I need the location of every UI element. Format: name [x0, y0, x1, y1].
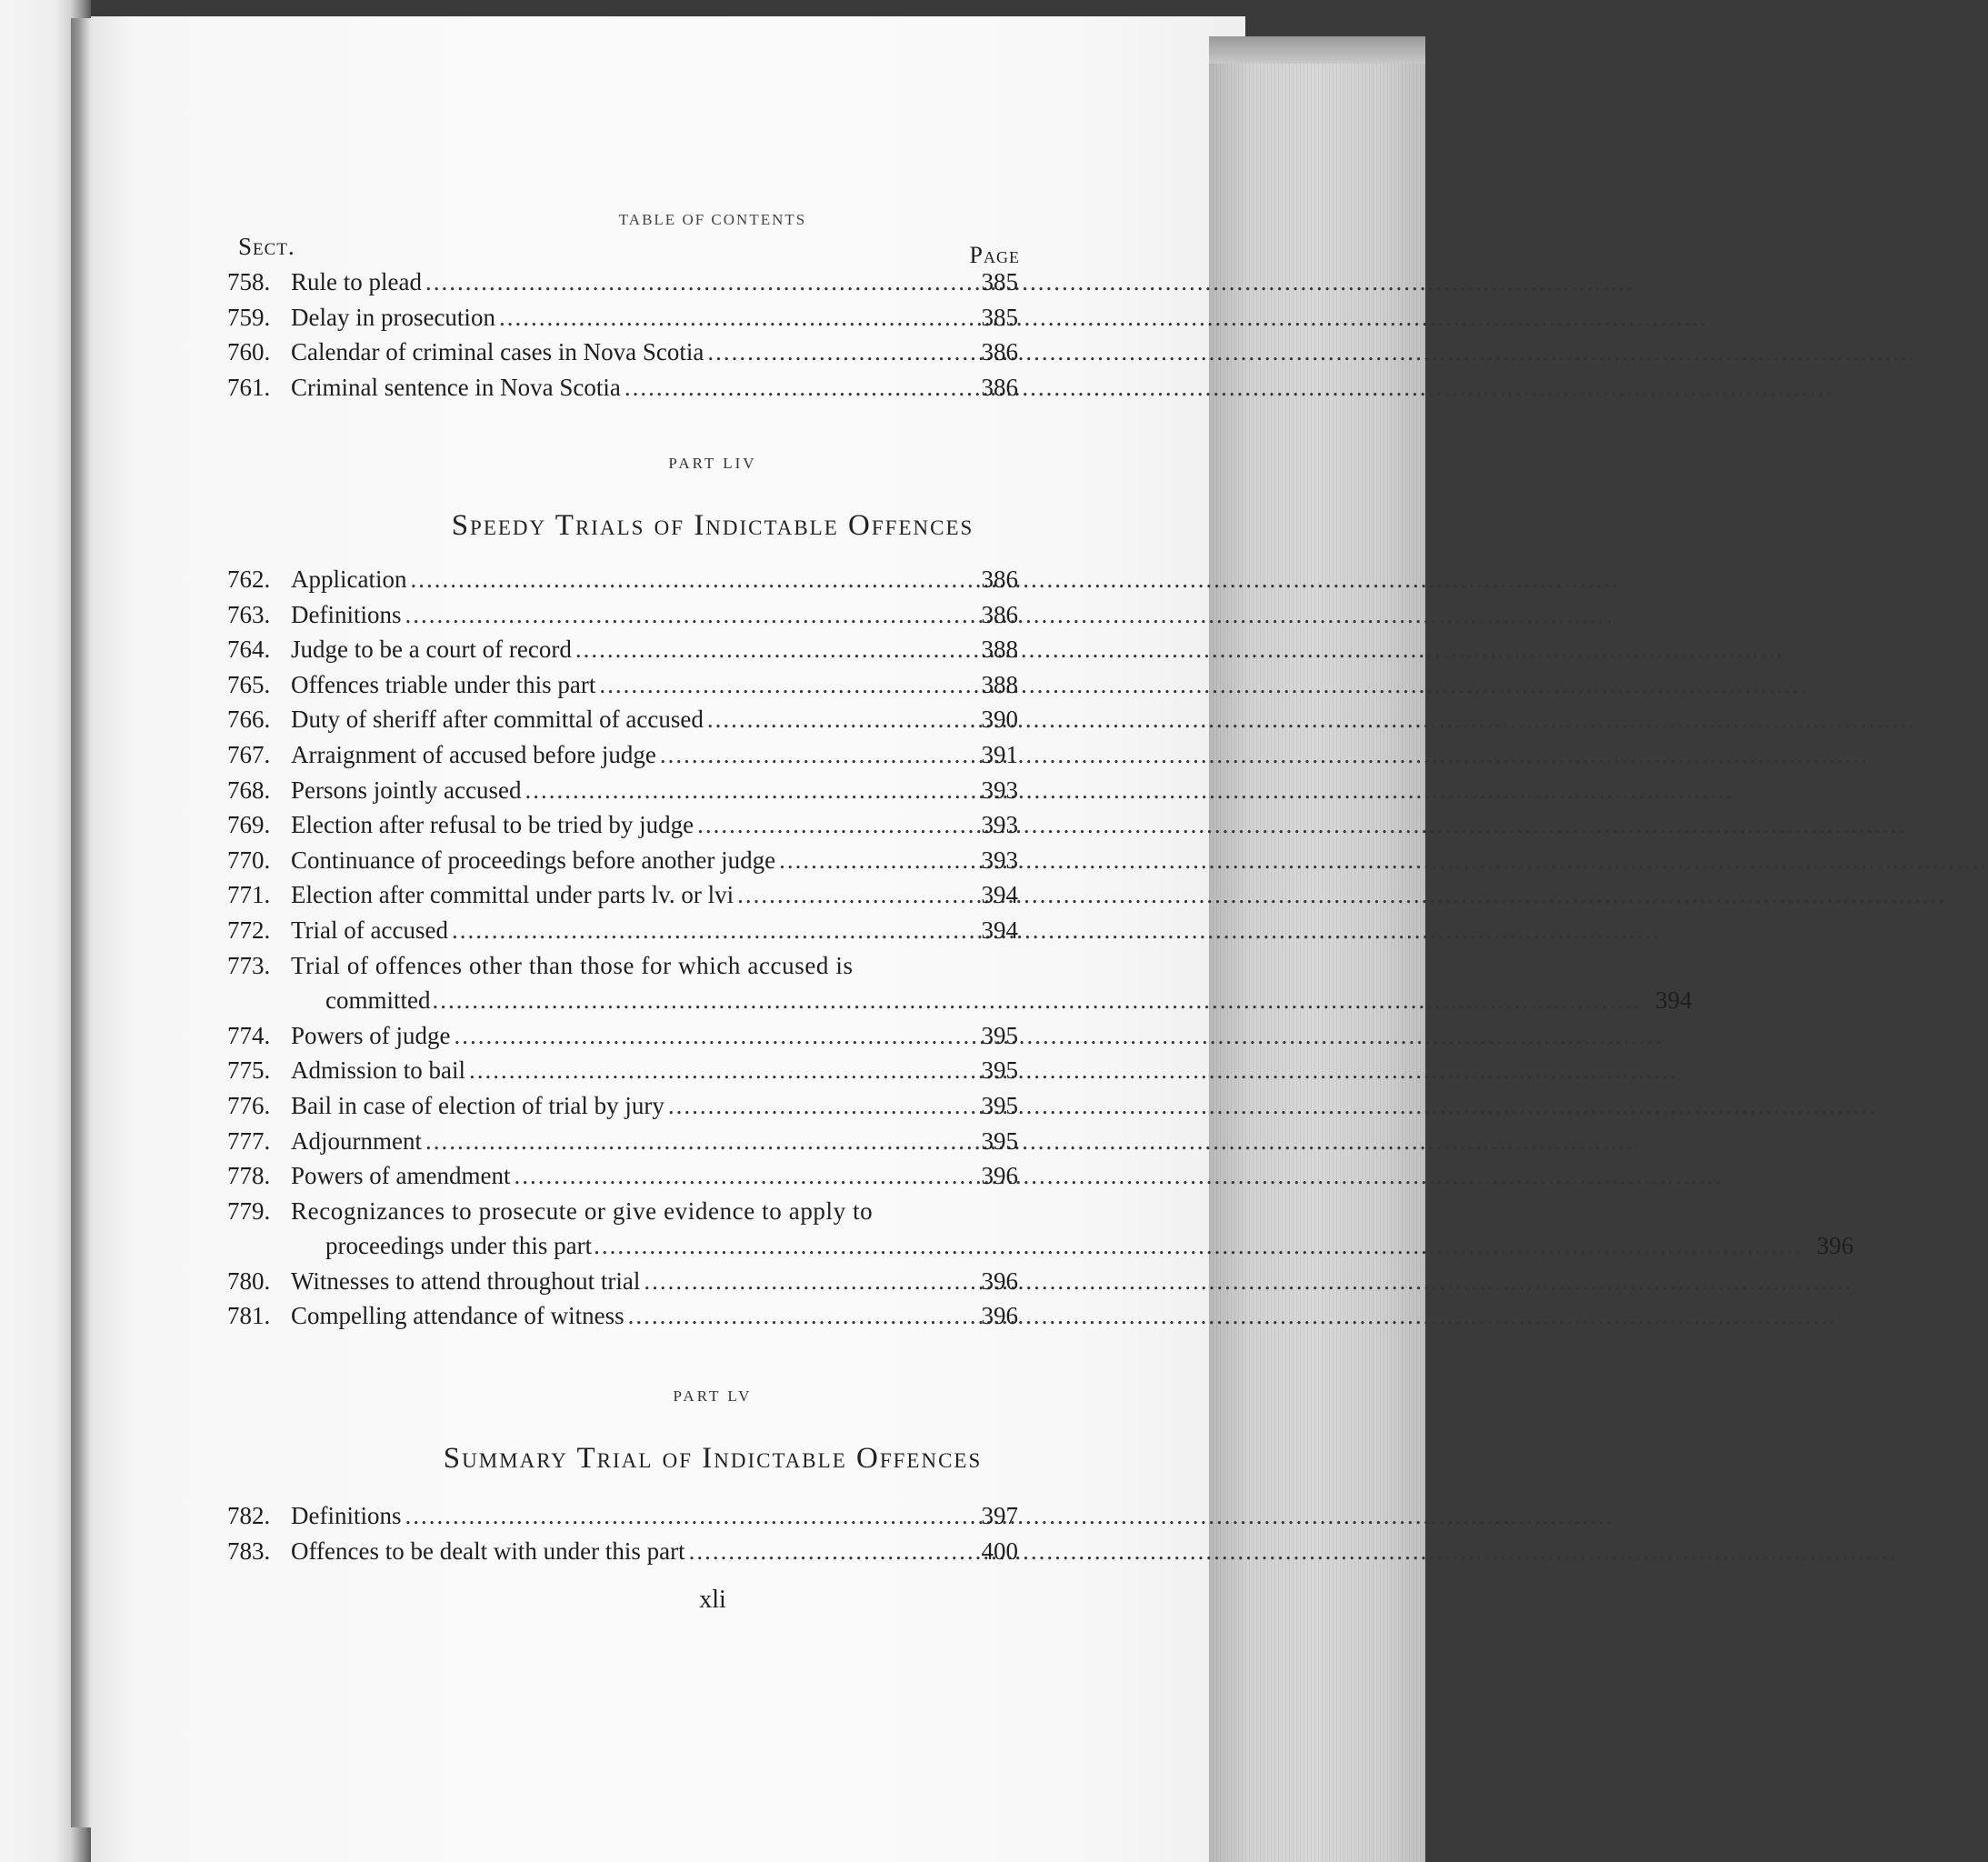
entry-title: Witnesses to attend throughout trial: [291, 1266, 641, 1295]
leader-dots: [425, 1127, 1634, 1156]
toc-entry: [227, 1267, 1018, 1303]
leader-dots: [628, 1302, 1837, 1330]
entry-title: Persons jointly accused: [291, 776, 522, 804]
entry-title: Powers of amendment: [291, 1162, 511, 1190]
toc-entry: [227, 1162, 1018, 1197]
section-number: 766.: [227, 706, 271, 734]
page-number: 388: [981, 670, 1018, 698]
page-number: 400: [981, 1537, 1018, 1565]
toc-part-liv-entries: [227, 566, 1854, 1337]
page-number: 395: [981, 1091, 1018, 1119]
running-head: TABLE OF CONTENTS: [618, 211, 807, 228]
leader-dots: [425, 268, 1634, 296]
entry-title: Criminal sentence in Nova Scotia: [291, 373, 621, 401]
section-number: 758.: [227, 268, 271, 295]
book-gutter: [71, 18, 91, 1827]
toc-entry: [227, 1056, 1018, 1092]
toc-entry: [227, 671, 1018, 706]
entry-title: Adjournment: [291, 1126, 422, 1155]
leader-dots: [454, 1022, 1663, 1050]
entry-title-line1: Trial of offences other than those for which accused is: [291, 951, 854, 979]
leader-dots: [689, 1537, 1898, 1566]
section-number: 763.: [227, 600, 271, 628]
entry-title: Continuance of proceedings before another judge: [291, 846, 776, 874]
section-number: 768.: [227, 776, 271, 804]
toc-entry: [227, 1127, 1018, 1163]
section-number: 761.: [227, 373, 271, 401]
page-number: 394: [1654, 986, 1693, 1015]
section-number: 759.: [227, 303, 271, 331]
section-number: 772.: [227, 916, 271, 944]
entry-title: Election after refusal to be tried by judge: [291, 811, 694, 839]
page-number: 385: [981, 268, 1018, 295]
section-number: 774.: [227, 1021, 271, 1049]
entry-title: Election after committal under parts lv. or lvi: [291, 881, 734, 909]
page-number: 388: [981, 636, 1018, 664]
toc-entry: [227, 374, 1018, 409]
page-number: 395: [981, 1056, 1018, 1085]
leader-dots: [737, 881, 1946, 909]
entry-title-line2: proceedings under this part: [325, 1232, 593, 1260]
toc-top-entries: [227, 268, 1018, 408]
leader-dots: [599, 671, 1808, 699]
leader-dots: [707, 338, 1916, 366]
entry-title: Calendar of criminal cases in Nova Scotia: [291, 338, 704, 366]
toc-entry: [227, 846, 1018, 882]
leader-dots: [514, 1162, 1723, 1190]
leader-dots: [660, 741, 1869, 769]
page-number: 393: [981, 846, 1018, 874]
section-number: 769.: [227, 811, 271, 839]
section-number: 764.: [227, 636, 271, 664]
toc-entry: [227, 566, 1018, 601]
section-number: 765.: [227, 670, 271, 698]
toc-entry: [227, 338, 1018, 374]
entry-title: Powers of judge: [291, 1021, 451, 1049]
part-lv-title: Summary Trial of Indictable Offences: [443, 1442, 983, 1475]
page-number: 394: [981, 881, 1018, 909]
leader-dots: [524, 776, 1733, 805]
page-number: 390: [981, 706, 1018, 734]
page-column-label: Page: [969, 242, 1020, 268]
leader-dots: [575, 636, 1784, 664]
toc-entry: [227, 304, 1018, 339]
section-number: 778.: [227, 1162, 271, 1190]
section-number: 776.: [227, 1091, 271, 1119]
entry-title: Rule to plead: [291, 268, 422, 295]
toc-entry: [227, 1502, 1018, 1537]
page-number: 391: [981, 740, 1018, 768]
section-number: 777.: [227, 1126, 271, 1155]
entry-title: Compelling attendance of witness: [291, 1302, 624, 1330]
entry-title: Arraignment of accused before judge: [291, 740, 656, 768]
entry-title: Bail in case of election of trial by jury: [291, 1091, 664, 1119]
toc-entry: [227, 881, 1018, 916]
leader-dots: [668, 1092, 1877, 1120]
section-number: 760.: [227, 338, 271, 366]
toc-entry: [227, 1092, 1018, 1127]
entry-title: Offences to be dealt with under this part: [291, 1537, 685, 1565]
toc-entry-wrapped: [227, 1196, 1854, 1267]
page-block-top: [1209, 36, 1425, 64]
toc-entry: [227, 916, 1018, 952]
page-number: 393: [981, 811, 1018, 839]
toc-entry: [227, 776, 1018, 812]
section-number: 783.: [227, 1537, 271, 1565]
leader-dots: [779, 846, 1988, 875]
toc-entry: [227, 811, 1018, 846]
page-number: 386: [981, 373, 1018, 401]
leader-dots: [469, 1056, 1678, 1085]
toc-entry: [227, 706, 1018, 741]
entry-title: Definitions: [291, 1502, 402, 1529]
section-number: 767.: [227, 740, 271, 768]
section-number: 779.: [227, 1196, 271, 1225]
entry-title: Offences triable under this part: [291, 670, 596, 698]
toc-entry: [227, 741, 1018, 776]
page-number: 393: [981, 776, 1018, 804]
toc-part-lv-entries: [227, 1502, 1018, 1572]
toc-entry: [227, 268, 1018, 304]
entry-title: Duty of sheriff after committal of accused: [291, 706, 704, 734]
leader-dots: [594, 1232, 1803, 1260]
entry-title-line2: committed: [325, 986, 431, 1015]
sect-column-label: Sect.: [238, 233, 295, 260]
part-liv-title: Speedy Trials of Indictable Offences: [451, 509, 974, 542]
section-number: 780.: [227, 1266, 271, 1295]
toc-entry: [227, 1537, 1018, 1573]
leader-dots: [452, 916, 1661, 945]
page-number: 395: [981, 1126, 1018, 1155]
entry-title: Definitions: [291, 600, 402, 628]
entry-title: Delay in prosecution: [291, 303, 495, 331]
section-number: 762.: [227, 566, 271, 593]
section-number: 775.: [227, 1056, 271, 1085]
page-number: 396: [981, 1162, 1018, 1190]
leader-dots: [624, 374, 1833, 402]
page-number: 386: [981, 600, 1018, 628]
page-number: 396: [1816, 1232, 1854, 1260]
part-liv-heading: PART LIV: [668, 455, 757, 472]
toc-entry: [227, 1022, 1018, 1057]
leader-dots: [499, 304, 1708, 332]
toc-entry: [227, 1302, 1018, 1337]
page-number: 394: [981, 916, 1018, 944]
section-number: 770.: [227, 846, 271, 874]
toc-entry: [227, 636, 1018, 671]
page-number: 386: [981, 566, 1018, 593]
toc-entry: [227, 601, 1018, 636]
part-lv-heading: PART LV: [673, 1387, 753, 1405]
section-number: 781.: [227, 1302, 271, 1330]
entry-title: Admission to bail: [291, 1056, 466, 1085]
leader-dots: [697, 811, 1906, 839]
page-number: 396: [981, 1266, 1018, 1295]
page-number: 386: [981, 338, 1018, 366]
section-number: 771.: [227, 881, 271, 909]
leader-dots: [644, 1267, 1853, 1296]
entry-title: Application: [291, 566, 407, 593]
page-number: 397: [981, 1502, 1018, 1529]
column-labels: [238, 233, 1020, 268]
entry-title: Trial of accused: [291, 916, 448, 944]
leader-dots: [432, 986, 1641, 1015]
entry-title: Judge to be a court of record: [291, 636, 572, 664]
page-number: 385: [981, 303, 1018, 331]
toc-entry-wrapped: [227, 951, 1693, 1022]
leader-dots: [707, 706, 1916, 734]
page-number: 396: [981, 1302, 1018, 1330]
page-number: 395: [981, 1021, 1018, 1049]
entry-title-line1: Recognizances to prosecute or give evidence to apply to: [291, 1196, 874, 1225]
section-number: 773.: [227, 951, 271, 979]
page-folio: xli: [699, 1586, 726, 1614]
section-number: 782.: [227, 1502, 271, 1529]
